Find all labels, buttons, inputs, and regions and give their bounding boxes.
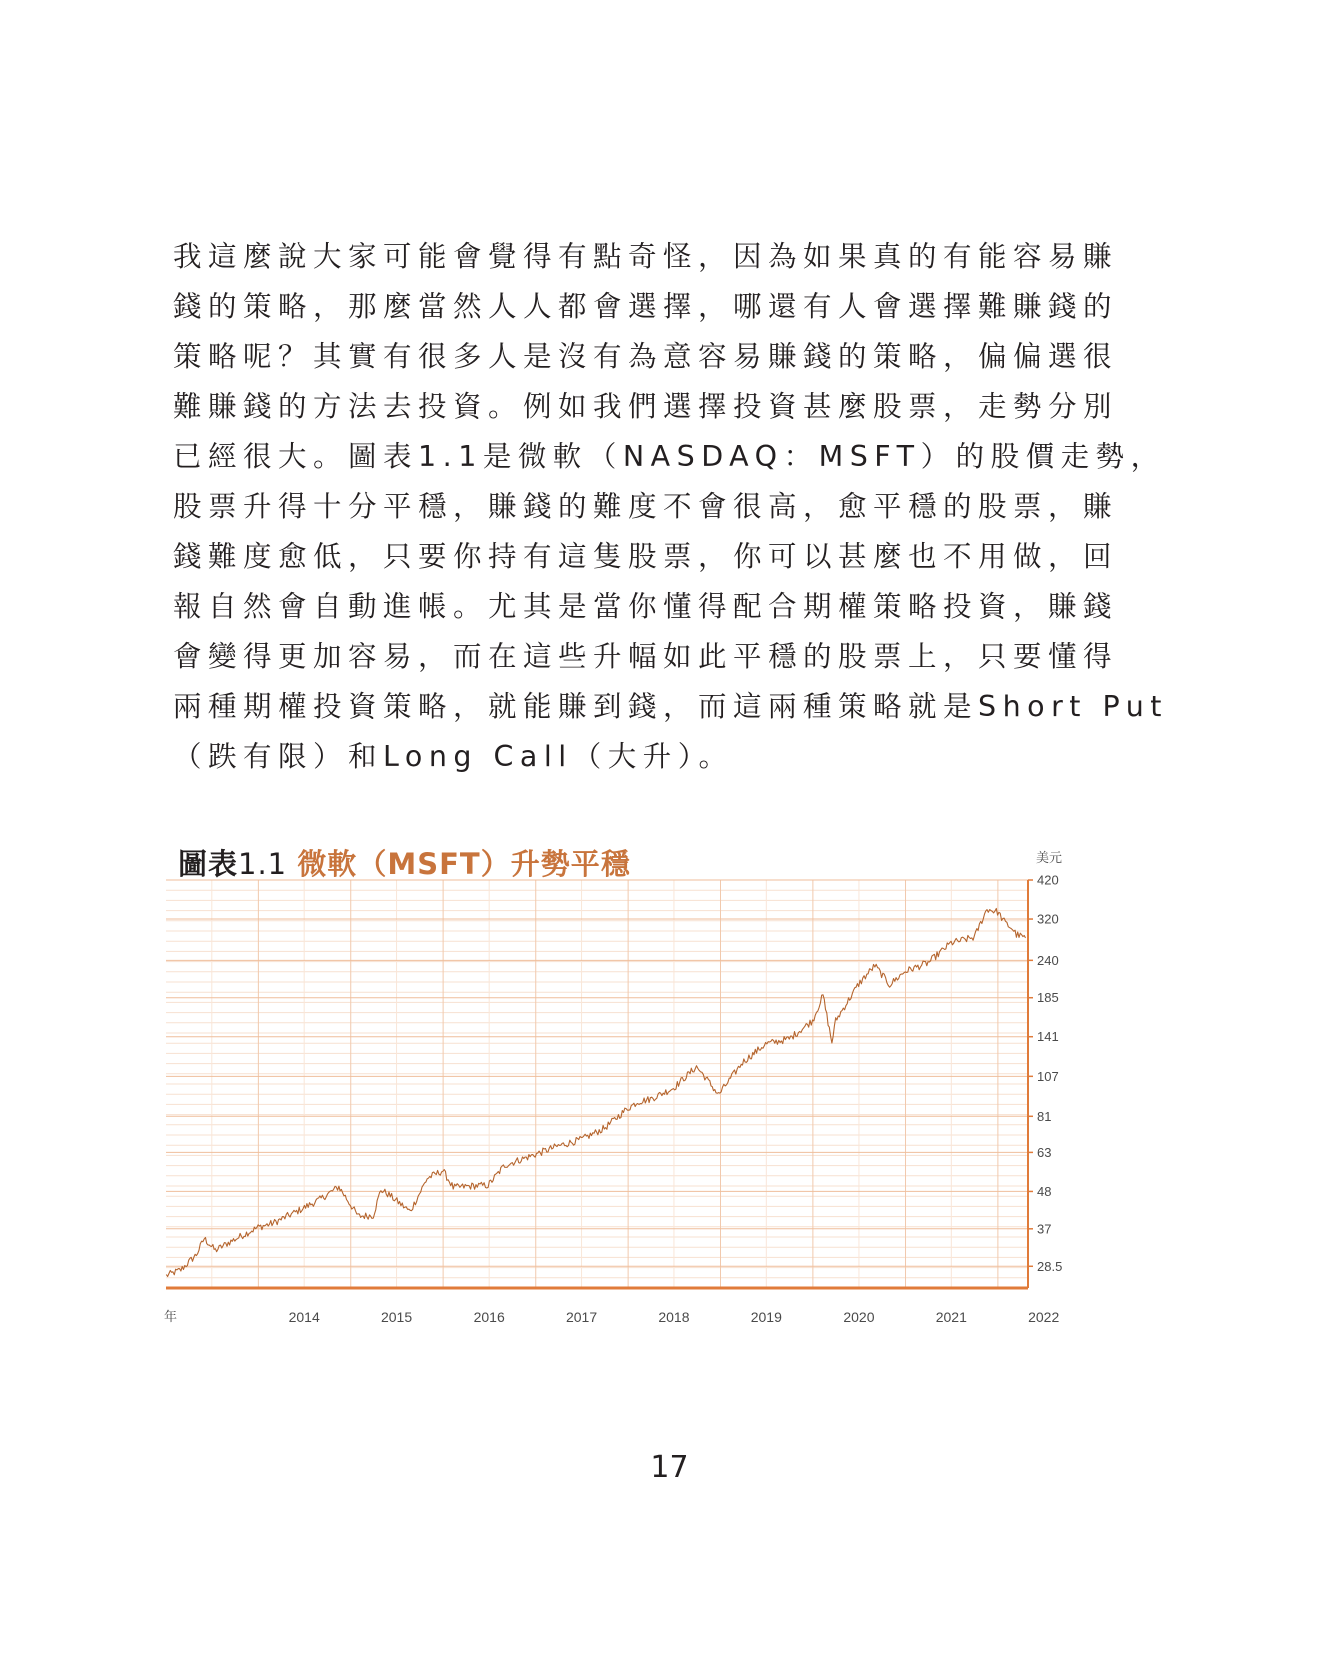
paragraph-line: 錢難度愈低，只要你持有這隻股票，你可以甚麼也不用做，回 [173, 540, 1119, 573]
y-tick-label: 141 [1037, 1029, 1059, 1045]
x-tick-label: 2016 [473, 1309, 505, 1325]
paragraph-line: 兩種期權投資策略，就能賺到錢，而這兩種策略就是Short Put [173, 690, 1168, 723]
paragraph-line: 股票升得十分平穩，賺錢的難度不會很高，愈平穩的股票，賺 [173, 490, 1119, 523]
paragraph-line: 策略呢？其實有很多人是沒有為意容易賺錢的策略，偏偏選很 [173, 340, 1119, 373]
x-tick-label: 2018 [658, 1309, 690, 1325]
msft-price-line [166, 909, 1025, 1277]
paragraph-line: 會變得更加容易，而在這些升幅如此平穩的股票上，只要懂得 [173, 640, 1119, 673]
y-tick-label: 420 [1037, 872, 1059, 888]
paragraph-line: 錢的策略，那麼當然人人都會選擇，哪還有人會選擇難賺錢的 [173, 290, 1119, 323]
x-tick-label: 2017 [565, 1309, 598, 1325]
y-tick-label: 185 [1037, 990, 1059, 1006]
y-tick-label: 320 [1037, 911, 1059, 927]
paragraph-line: 我這麼說大家可能會覺得有點奇怪，因為如果真的有能容易賺 [173, 240, 1119, 273]
y-tick-label: 240 [1037, 952, 1059, 968]
paragraph-line: 難賺錢的方法去投資。例如我們選擇投資甚麼股票，走勢分別 [173, 390, 1119, 423]
x-tick-label: 2015 [380, 1309, 413, 1325]
x-tick-label: 2022 [1028, 1309, 1060, 1325]
y-tick-label: 37 [1037, 1221, 1052, 1237]
y-tick-label: 107 [1037, 1068, 1059, 1084]
x-axis-unit: 年 [164, 1310, 178, 1325]
y-tick-label: 63 [1037, 1144, 1052, 1160]
y-tick-label: 48 [1037, 1183, 1052, 1199]
figure-title [178, 842, 631, 883]
paragraph-line: 報自然會自動進帳。尤其是當你懂得配合期權策略投資，賺錢 [173, 590, 1119, 623]
figure-number: 1.1 [238, 847, 288, 881]
figure-label: 圖表 [178, 847, 239, 881]
chart-grid [166, 880, 1028, 1288]
x-tick-label: 2014 [288, 1309, 320, 1325]
y-tick-label: 28.5 [1037, 1258, 1063, 1274]
y-axis-unit: 美元 [1036, 851, 1063, 866]
x-tick-label: 2019 [750, 1309, 782, 1325]
page-number: 17 [650, 1450, 689, 1485]
paragraph-line: 已經很大。圖表1.1是微軟（NASDAQ：MSFT）的股價走勢， [173, 440, 1166, 473]
figure-caption: 微軟（MSFT）升勢平穩 [297, 847, 631, 881]
paragraph-line: （跌有限）和Long Call（大升）。 [173, 740, 734, 773]
x-tick-label: 2020 [843, 1309, 875, 1325]
y-tick-label: 81 [1037, 1108, 1052, 1124]
chart-axes [164, 851, 1062, 1325]
price-series [166, 909, 1025, 1277]
body-paragraph [173, 232, 1168, 782]
x-tick-label: 2021 [935, 1309, 967, 1325]
